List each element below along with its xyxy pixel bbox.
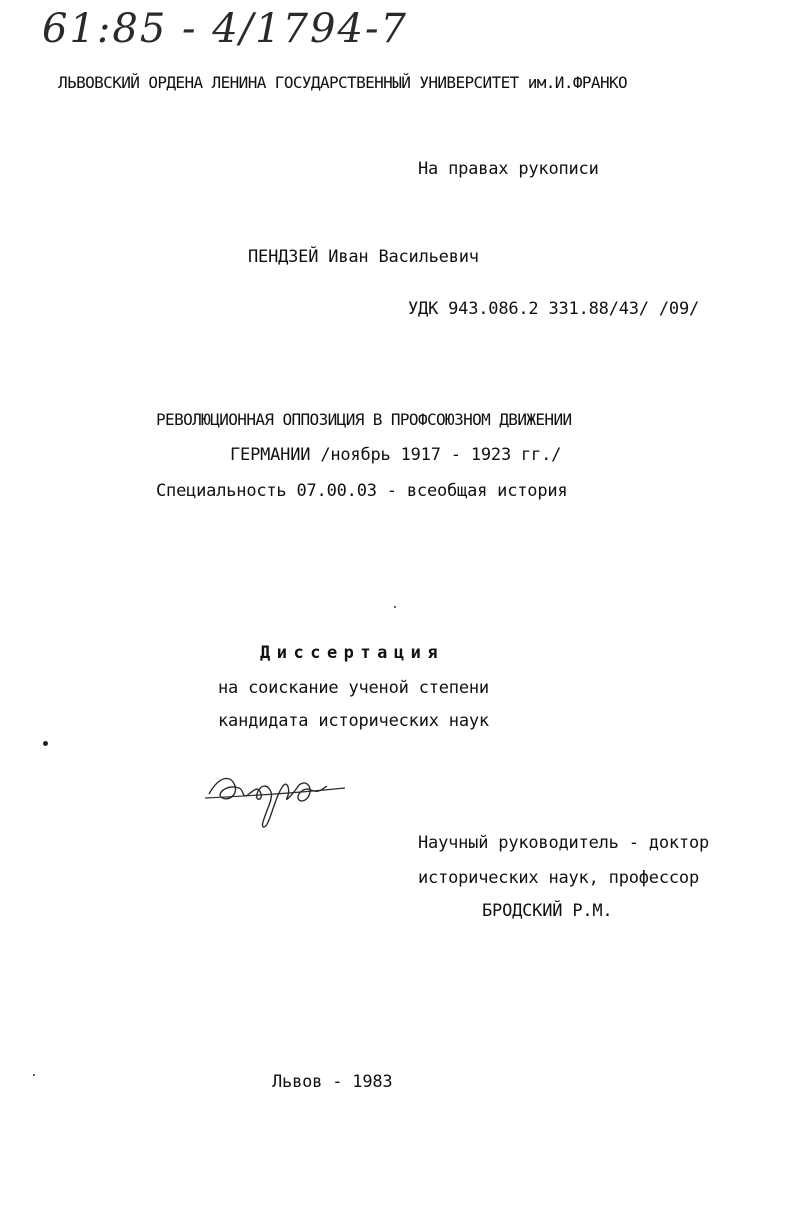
university-name: ЛЬВОВСКИЙ ОРДЕНА ЛЕНИНА ГОСУДАРСТВЕННЫЙ УНИВЕРСИТЕТ им.И.ФРАНКО bbox=[58, 73, 628, 92]
supervisor-line-2: исторических наук, профессор bbox=[418, 868, 699, 888]
dissertation-title-line-2: ГЕРМАНИИ /ноябрь 1917 - 1923 гг./ bbox=[230, 445, 562, 465]
supervisor-name: БРОДСКИЙ Р.М. bbox=[482, 901, 613, 921]
document-type: Диссертация bbox=[260, 643, 445, 663]
author-name: ПЕНДЗЕЙ Иван Васильевич bbox=[248, 247, 479, 267]
place-and-year: Львов - 1983 bbox=[272, 1072, 393, 1092]
specialty: Специальность 07.00.03 - всеобщая история bbox=[156, 481, 568, 501]
ink-speck bbox=[394, 606, 396, 608]
supervisor-line-1: Научный руководитель - доктор bbox=[418, 833, 710, 853]
ink-dot bbox=[43, 741, 48, 746]
degree-line-2: кандидата исторических наук bbox=[218, 711, 489, 731]
degree-line-1: на соискание ученой степени bbox=[218, 678, 489, 698]
manuscript-rights: На правах рукописи bbox=[418, 159, 599, 179]
handwritten-signature bbox=[205, 764, 355, 834]
handwritten-archive-number: 61:85 - 4/1794-7 bbox=[42, 6, 408, 52]
ink-speck bbox=[33, 1074, 35, 1076]
dissertation-title-line-1: РЕВОЛЮЦИОННАЯ ОППОЗИЦИЯ В ПРОФСОЮЗНОМ ДВИЖЕНИИ bbox=[156, 410, 572, 429]
udc-code: УДК 943.086.2 331.88/43/ /09/ bbox=[408, 299, 700, 319]
